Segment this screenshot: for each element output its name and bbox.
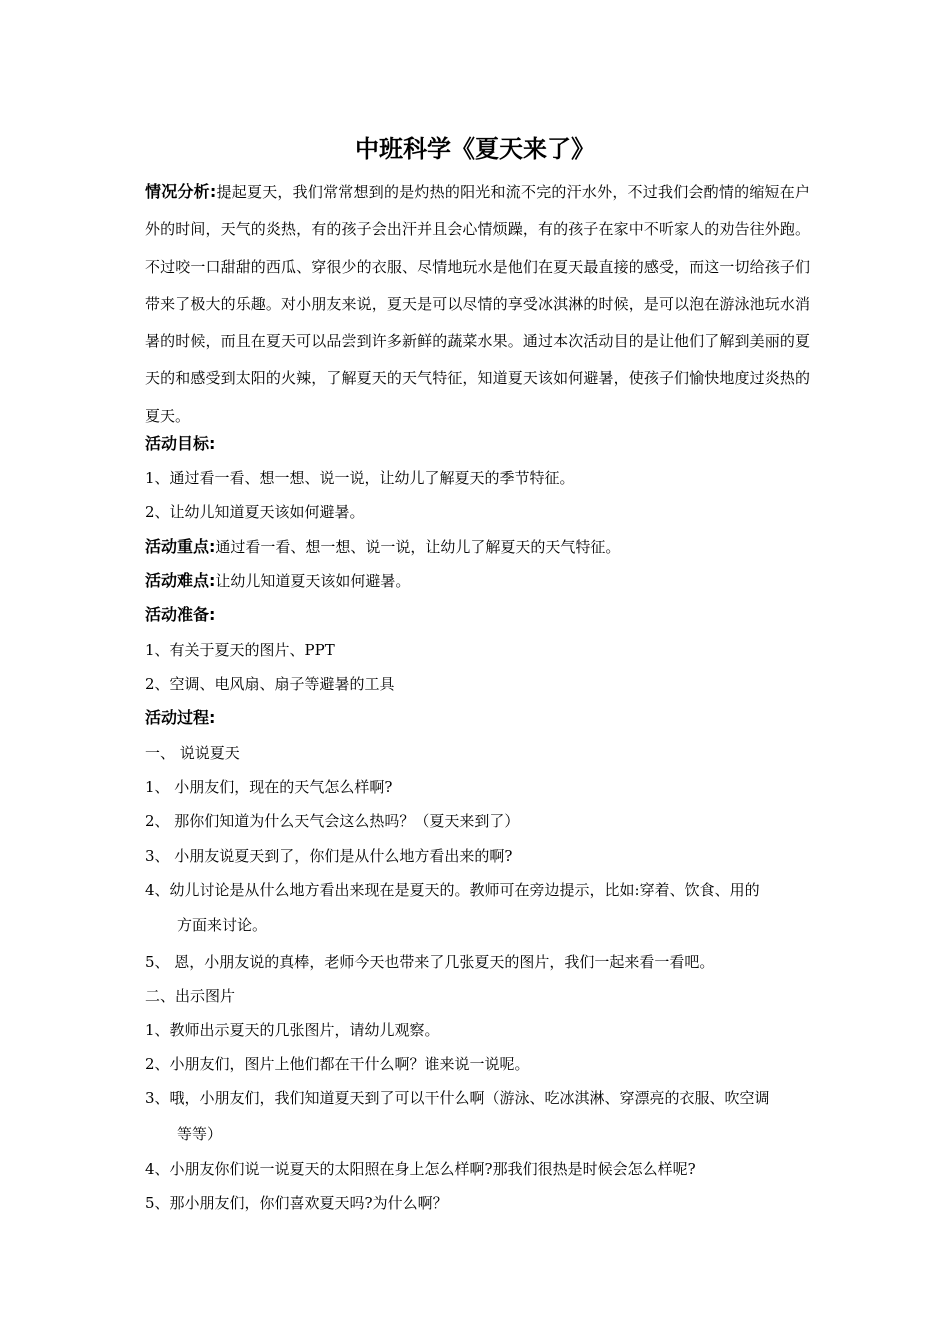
goal-item-1: 1、通过看一看、想一想、说一说，让幼儿了解夏天的季节特征。 xyxy=(145,469,575,487)
section2-item: 1、教师出示夏天的几张图片，请幼儿观察。 xyxy=(145,1021,440,1039)
analysis-label: 情况分析: xyxy=(145,182,217,201)
section1-heading: 一、 说说夏天 xyxy=(145,744,240,762)
section2-item: 2、小朋友们，图片上他们都在干什么啊？谁来说一说呢。 xyxy=(145,1055,530,1073)
section1-item: 2、 那你们知道为什么天气会这么热吗？（夏天来到了） xyxy=(145,812,520,830)
section1-item-continued: 方面来讨论。 xyxy=(177,916,268,934)
section2-item-continued: 等等） xyxy=(177,1125,223,1143)
section2-item: 5、那小朋友们，你们喜欢夏天吗?为什么啊？ xyxy=(145,1194,448,1212)
prep-item-1: 1、有关于夏天的图片、PPT xyxy=(145,641,335,659)
section2-item: 4、小朋友你们说一说夏天的太阳照在身上怎么样啊?那我们很热是时候会怎么样呢? xyxy=(145,1160,696,1178)
difficulty-label: 活动难点: xyxy=(145,571,216,590)
goal-item-2: 2、让幼儿知道夏天该如何避暑。 xyxy=(145,503,365,521)
document-title: 中班科学《夏天来了》 xyxy=(355,135,595,163)
goals-heading: 活动目标: xyxy=(145,434,216,453)
key-point-label: 活动重点: xyxy=(145,537,216,556)
section2-item: 3、哦，小朋友们，我们知道夏天到了可以干什么啊（游泳、吃冰淇淋、穿漂亮的衣服、吹空调 xyxy=(145,1089,770,1107)
section2-heading: 二、出示图片 xyxy=(145,987,236,1005)
analysis-text: 提起夏天，我们常常想到的是灼热的阳光和流不完的汗水外，不过我们会酌情的缩短在户外的时间，天气的炎热，有的孩子会出汗并且会心情烦躁，有的孩子在家中不听家人的劝告往外跑。不过咬一口甜甜的西瓜、穿很少的衣服、尽情地玩水是他们在夏天最直接的感受，而这一切给孩子们带来了极大的乐趣。对小朋友来说，夏天是可以尽情的享受冰淇淋的时候，是可以泡在游泳池玩水消暑的时候，而且在夏天可以品尝到许多新鲜的蔬菜水果。通过本次活动目的是让他们了解到美丽的夏天的和感受到太阳的火辣，了解夏天的天气特征，知道夏天该如何避暑，使孩子们愉快地度过炎热的夏天。 xyxy=(145,183,810,425)
section1-item: 5、 恩，小朋友说的真棒，老师今天也带来了几张夏天的图片，我们一起来看一看吧。 xyxy=(145,953,715,971)
analysis-paragraph xyxy=(145,173,810,435)
prep-heading: 活动准备: xyxy=(145,605,216,624)
section1-item: 1、 小朋友们，现在的天气怎么样啊? xyxy=(145,778,393,796)
key-point-text: 通过看一看、想一想、说一说，让幼儿了解夏天的天气特征。 xyxy=(215,538,621,556)
section1-item: 3、 小朋友说夏天到了，你们是从什么地方看出来的啊? xyxy=(145,847,513,865)
process-heading: 活动过程: xyxy=(145,708,216,727)
difficulty-text: 让幼儿知道夏天该如何避暑。 xyxy=(215,572,411,590)
prep-item-2: 2、空调、电风扇、扇子等避暑的工具 xyxy=(145,675,395,693)
difficulty-line xyxy=(145,569,810,593)
key-point-line xyxy=(145,535,810,559)
section1-item: 4、幼儿讨论是从什么地方看出来现在是夏天的。教师可在旁边提示，比如:穿着、饮食、用的 xyxy=(145,881,760,899)
